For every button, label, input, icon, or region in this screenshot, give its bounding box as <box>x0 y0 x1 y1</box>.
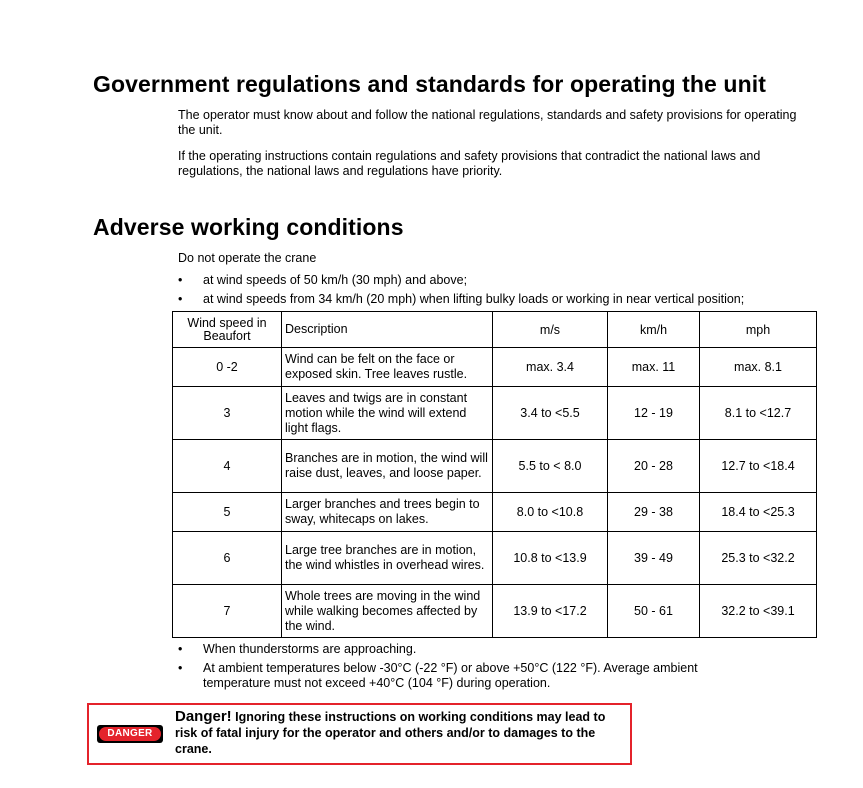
cell-description: Whole trees are moving in the wind while walking becomes affected by the wind. <box>282 585 493 638</box>
bullet-icon: • <box>178 292 183 306</box>
cell-mph: 25.3 to <32.2 <box>700 532 817 585</box>
wind-speed-table <box>172 311 817 638</box>
header-kmh: km/h <box>608 312 700 348</box>
table-header-row <box>173 312 817 348</box>
cell-mph: 12.7 to <18.4 <box>700 440 817 493</box>
cell-ms: 3.4 to <5.5 <box>493 387 608 440</box>
table-row <box>173 387 817 440</box>
danger-notice <box>87 703 632 765</box>
cell-kmh: 50 - 61 <box>608 585 700 638</box>
table-row <box>173 532 817 585</box>
section-title-adverse-conditions: Adverse working conditions <box>93 214 404 240</box>
cell-beaufort: 7 <box>173 585 282 638</box>
header-mph: mph <box>700 312 817 348</box>
danger-message <box>175 709 625 757</box>
cell-beaufort: 5 <box>173 493 282 532</box>
cell-ms: 10.8 to <13.9 <box>493 532 608 585</box>
cell-kmh: 29 - 38 <box>608 493 700 532</box>
cell-kmh: 39 - 49 <box>608 532 700 585</box>
danger-lead: Danger! <box>175 708 232 725</box>
table-row <box>173 493 817 532</box>
bullet-icon: • <box>178 273 183 287</box>
bullet-text: When thunderstorms are approaching. <box>203 642 417 656</box>
bullet-text: at wind speeds of 50 km/h (30 mph) and above; <box>203 273 468 287</box>
danger-body: Ignoring these instructions on working conditions may lead to risk of fatal injury for the operator and others and/or to damages to the crane. <box>175 710 606 756</box>
intro-text: Do not operate the crane <box>178 251 317 265</box>
header-ms: m/s <box>493 312 608 348</box>
cell-description: Wind can be felt on the face or exposed skin. Tree leaves rustle. <box>282 348 493 387</box>
bullet-icon: • <box>178 642 183 656</box>
table-row <box>173 440 817 493</box>
bullet-text: At ambient temperatures below -30°C (-22 °F) or above +50°C (122 °F). Average ambient temperature must not exceed +40°C (104 °F) during operation. <box>203 661 698 690</box>
bullet-text: at wind speeds from 34 km/h (20 mph) when lifting bulky loads or working in near vertical position; <box>203 292 745 306</box>
header-beaufort: Wind speed in Beaufort <box>173 312 282 348</box>
cell-description: Branches are in motion, the wind will raise dust, leaves, and loose paper. <box>282 440 493 493</box>
cell-kmh: 12 - 19 <box>608 387 700 440</box>
cell-description: Large tree branches are in motion, the wind whistles in overhead wires. <box>282 532 493 585</box>
cell-beaufort: 0 -2 <box>173 348 282 387</box>
cell-mph: max. 8.1 <box>700 348 817 387</box>
cell-description: Leaves and twigs are in constant motion while the wind will extend light flags. <box>282 387 493 440</box>
cell-ms: max. 3.4 <box>493 348 608 387</box>
cell-mph: 18.4 to <25.3 <box>700 493 817 532</box>
cell-beaufort: 4 <box>173 440 282 493</box>
cell-mph: 8.1 to <12.7 <box>700 387 817 440</box>
header-description: Description <box>282 312 493 348</box>
cell-beaufort: 6 <box>173 532 282 585</box>
section-title-regulations: Government regulations and standards for operating the unit <box>93 71 766 97</box>
cell-description: Larger branches and trees begin to sway, whitecaps on lakes. <box>282 493 493 532</box>
danger-badge-icon <box>97 725 163 743</box>
cell-kmh: max. 11 <box>608 348 700 387</box>
table-row <box>173 348 817 387</box>
cell-ms: 13.9 to <17.2 <box>493 585 608 638</box>
danger-badge-label: DANGER <box>99 727 161 741</box>
cell-beaufort: 3 <box>173 387 282 440</box>
table-row <box>173 585 817 638</box>
paragraph-know-regulations: The operator must know about and follow the national regulations, standards and safety provisions for operating the unit. <box>178 108 797 137</box>
cell-ms: 5.5 to < 8.0 <box>493 440 608 493</box>
bullet-icon: • <box>178 661 183 675</box>
cell-kmh: 20 - 28 <box>608 440 700 493</box>
cell-ms: 8.0 to <10.8 <box>493 493 608 532</box>
paragraph-priority: If the operating instructions contain regulations and safety provisions that contradict the national laws and regulations, the national laws and regulations have priority. <box>178 149 761 178</box>
cell-mph: 32.2 to <39.1 <box>700 585 817 638</box>
